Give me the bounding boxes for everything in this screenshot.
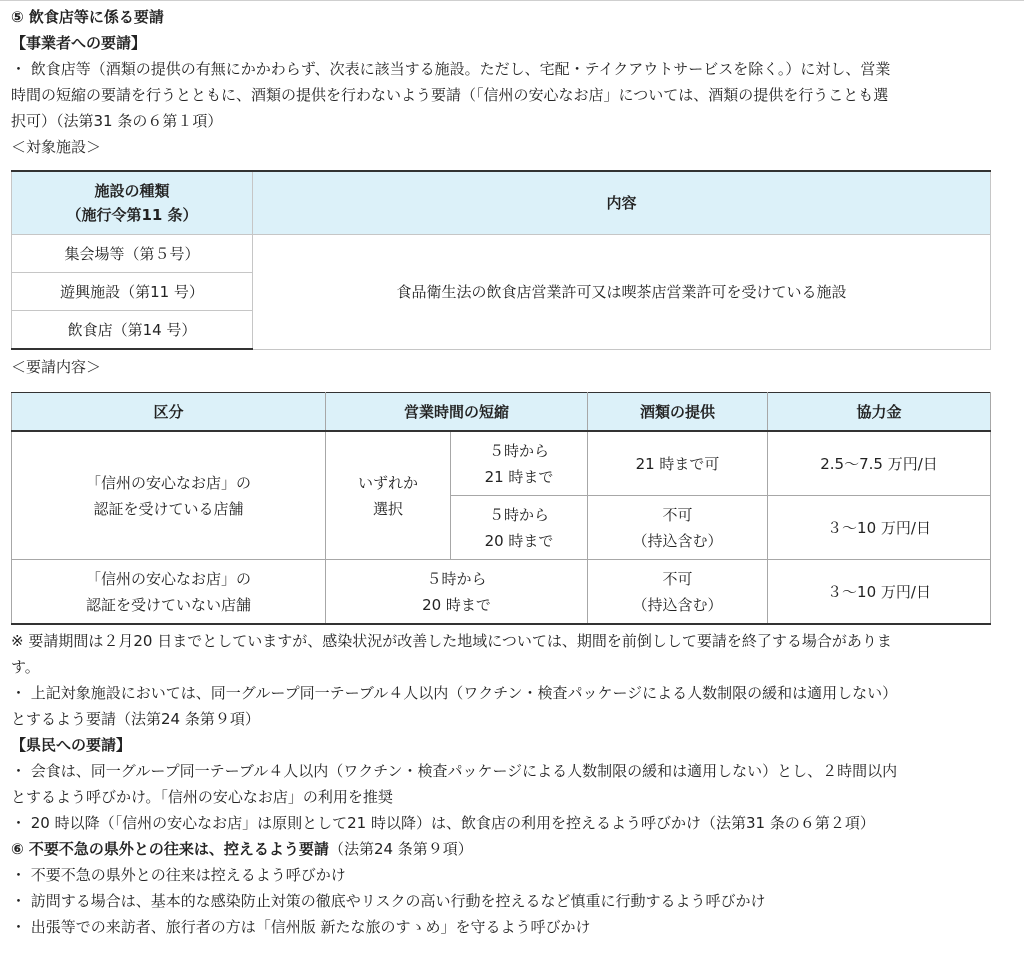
facility-type-cell: 飲食店（第14 号） — [12, 311, 253, 350]
alcohol-line: 不可 — [662, 505, 693, 524]
header-type-line: （施行令第11 条） — [66, 206, 198, 224]
choice-line: いずれか — [357, 473, 418, 492]
support-cell: 2.5～7.5 万円/日 — [768, 431, 991, 496]
hours-line: ５時から — [489, 441, 550, 460]
alcohol-cell: 21 時まで可 — [588, 431, 768, 496]
header-category: 区分 — [12, 393, 326, 432]
category-line: 認証を受けていない店舗 — [85, 595, 251, 614]
category-line: 「信州の安心なお店」の — [85, 473, 251, 492]
header-alcohol: 酒類の提供 — [588, 393, 768, 432]
paragraph-line: 時間の短縮の要請を行うとともに、酒類の提供を行わないよう要請（「信州の安心なお店」については、酒類の提供を行うことも選 — [11, 86, 889, 104]
residents-request-line: ・ 20 時以降（「信州の安心なお店」は原則として21 時以降）は、飲食店の利用を控えるよう呼びかけ（法第31 条の６第２項） — [11, 814, 875, 832]
alcohol-cell — [588, 560, 768, 625]
section6-heading — [11, 836, 1011, 862]
facility-table-wrapper — [11, 170, 1011, 350]
request-label: ＜要請内容＞ — [11, 358, 102, 376]
alcohol-line: （持込含む） — [632, 595, 723, 614]
support-cell: ３～10 万円/日 — [768, 560, 991, 625]
note-line: す。 — [11, 658, 40, 676]
header-support: 協力金 — [768, 393, 991, 432]
category-line: 認証を受けている店舗 — [93, 499, 244, 518]
facility-table — [11, 170, 991, 350]
residents-request-heading: 【県民への要請】 — [11, 736, 132, 754]
section5-heading: ⑤ 飲食店等に係る要請 — [11, 8, 164, 26]
hours-cell — [451, 496, 588, 560]
support-cell: ３～10 万円/日 — [768, 496, 991, 560]
section6-line: ・ 訪問する場合は、基本的な感染防止対策の徹底やリスクの高い行動を控えるなど慎重に行動するよう呼びかけ — [11, 892, 766, 910]
uncertified-category-cell — [12, 560, 326, 625]
alcohol-line: （持込含む） — [632, 531, 723, 550]
residents-request-line: ・ 会食は、同一グループ同一テーブル４人以内（ワクチン・検査パッケージによる人数制限の緩和は適用しない）とし、２時間以内 — [11, 762, 898, 780]
section6-legal-ref: （法第24 条第９項） — [328, 840, 473, 858]
residents-request-line: とするよう呼びかけ。「信州の安心なお店」の利用を推奨 — [11, 788, 393, 806]
hours-line: 20 時まで — [484, 531, 554, 550]
note-line: ※ 要請期間は２月20 日までとしていますが、感染状況が改善した地域については、期間を前倒しして要請を終了する場合がありま — [11, 632, 892, 650]
top-border — [0, 0, 1024, 1]
paragraph-line: 択可）（法第31 条の６第１項） — [11, 112, 223, 130]
section6-line: ・ 不要不急の県外との往来は控えるよう呼びかけ — [11, 866, 346, 884]
request-table — [11, 392, 991, 625]
hours-line: 21 時まで — [484, 467, 554, 486]
request-table-wrapper — [11, 392, 1011, 625]
section6-title: ⑥ 不要不急の県外との往来は、控えるよう要請 — [11, 840, 329, 858]
facility-type-cell: 集会場等（第５号） — [12, 235, 253, 273]
paragraph-line: ・ 飲食店等（酒類の提供の有無にかかわらず、次表に該当する施設。ただし、宅配・テイクアウトサービスを除く。）に対し、営業 — [11, 60, 891, 78]
header-facility-type — [12, 171, 253, 235]
header-content: 内容 — [253, 171, 991, 235]
section6-line: ・ 出張等での来訪者、旅行者の方は「信州版 新たな旅のすゝめ」を守るよう呼びかけ — [11, 918, 591, 936]
category-line: 「信州の安心なお店」の — [85, 569, 251, 588]
hours-line: 20 時まで — [422, 595, 491, 614]
hours-cell — [451, 431, 588, 496]
header-type-line: 施設の種類 — [94, 182, 170, 200]
facility-content-cell: 食品衛生法の飲食店営業許可又は喫茶店営業許可を受けている施設 — [253, 235, 991, 350]
business-request-heading: 【事業者への要請】 — [11, 34, 147, 52]
group-request-line: とするよう要請（法第24 条第９項） — [11, 710, 260, 728]
alcohol-line: 不可 — [662, 569, 693, 588]
choice-cell — [326, 431, 451, 560]
certified-category-cell — [12, 431, 326, 560]
alcohol-cell — [588, 496, 768, 560]
choice-line: 選択 — [372, 499, 403, 518]
hours-cell — [326, 560, 588, 625]
hours-line: ５時から — [489, 505, 550, 524]
document-body — [11, 4, 1011, 940]
header-hours: 営業時間の短縮 — [326, 393, 588, 432]
group-request-line: ・ 上記対象施設においては、同一グループ同一テーブル４人以内（ワクチン・検査パッケージによる人数制限の緩和は適用しない） — [11, 684, 898, 702]
facility-type-cell: 遊興施設（第11 号） — [12, 273, 253, 311]
hours-line: ５時から — [426, 569, 487, 588]
facility-label: ＜対象施設＞ — [11, 138, 102, 156]
